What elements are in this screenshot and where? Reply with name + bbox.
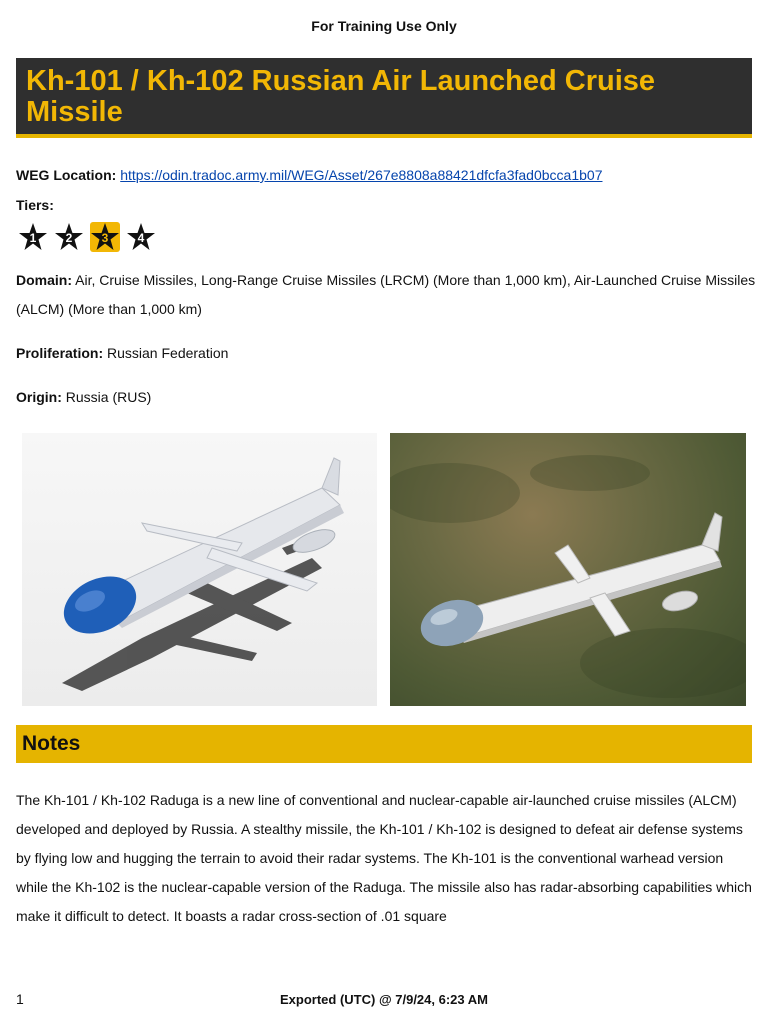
missile-flight-image — [390, 433, 746, 706]
tier-4-number: 4 — [137, 231, 145, 245]
notes-heading: Notes — [22, 732, 81, 755]
weg-location-row — [16, 161, 756, 190]
origin-value: Russia (RUS) — [65, 389, 152, 405]
weg-location-link[interactable]: https://odin.tradoc.army.mil/WEG/Asset/267e8808a88421dfcfa3fad0bcca1b07 — [120, 167, 603, 183]
proliferation-label: Proliferation: — [16, 345, 104, 361]
origin-row — [16, 383, 756, 412]
proliferation-value: Russian Federation — [107, 345, 229, 361]
tiers-label: Tiers: — [16, 197, 54, 213]
tier-3-star-icon — [90, 222, 120, 252]
tier-4-star-icon — [126, 222, 156, 252]
tier-stars — [18, 222, 156, 252]
tier-1-number: 1 — [29, 231, 37, 245]
tier-2-number: 2 — [65, 231, 73, 245]
page-title: Kh-101 / Kh-102 Russian Air Launched Cruise Missile — [26, 65, 656, 128]
page-number: 1 — [16, 991, 24, 1007]
notes-body: The Kh-101 / Kh-102 Raduga is a new line of conventional and nuclear-capable air-launched cruise missiles (ALCM) developed and deployed by Russia. A stealthy missile, the Kh-101 / Kh-102 is designed to defeat air defense systems by flying low and hugging the terrain to avoid their radar systems. The Kh-101 is the conventional warhead version while the Kh-102 is the nuclear-capable version of the Raduga. The missile also has radar-absorbing capabilities which make it difficult to detect. It boasts a radar cross-section of .01 square — [16, 792, 752, 924]
domain-label: Domain: — [16, 272, 72, 288]
tier-1-star-icon — [18, 222, 48, 252]
tier-3-number: 3 — [101, 231, 109, 245]
missile-render-image — [22, 433, 377, 706]
domain-row — [16, 266, 756, 324]
tier-2-star-icon — [54, 222, 84, 252]
notes-header — [16, 725, 752, 763]
origin-label: Origin: — [16, 389, 62, 405]
proliferation-row — [16, 339, 756, 368]
export-timestamp: Exported (UTC) @ 7/9/24, 6:23 AM — [280, 992, 488, 1007]
weg-location-label: WEG Location: — [16, 167, 117, 183]
training-banner: For Training Use Only — [311, 18, 457, 34]
tiers-row — [16, 191, 756, 220]
domain-value: Air, Cruise Missiles, Long-Range Cruise Missiles (LRCM) (More than 1,000 km), Air-Launched Cruise Missiles (ALCM) (More than 1,000 km) — [16, 272, 756, 317]
title-box — [16, 58, 752, 138]
